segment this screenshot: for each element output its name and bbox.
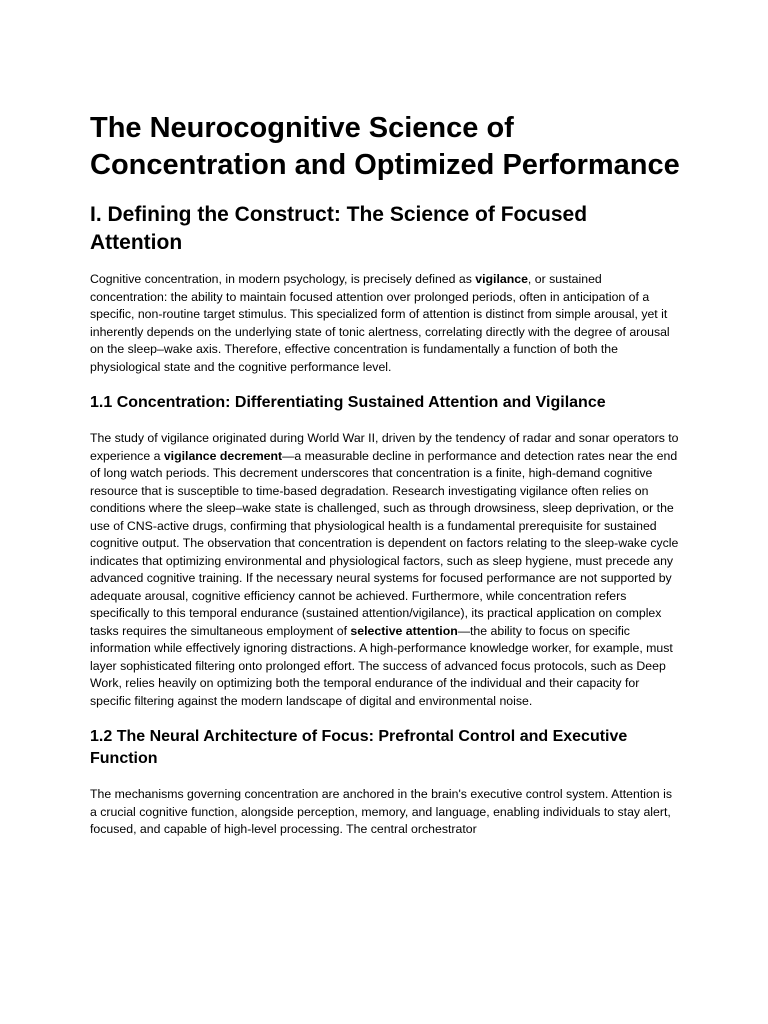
section-1-intro-paragraph [90, 271, 680, 376]
term-selective-attention: selective attention [350, 623, 458, 638]
para-1-1-text-a: The study of vigilance originated during World War II, driven by the tendency of radar and sonar operators to experience a [90, 431, 679, 463]
term-vigilance-decrement: vigilance decrement [163, 448, 283, 463]
subsection-heading-1-1: 1.1 Concentration: Differentiating Sustained Attention and Vigilance [90, 394, 606, 411]
subsection-1-2-paragraph: The mechanisms governing concentration are anchored in the brain's executive control system. Attention is a crucial cognitive function, alongside perception, memory, and language, enabling individuals to stay alert, focused, and capable of high-level processing. The central orchestrator [90, 787, 672, 836]
document-title: The Neurocognitive Science of Concentration and Optimized Performance [90, 112, 680, 181]
intro-text-a: Cognitive concentration, in modern psychology, is precisely defined as [90, 272, 476, 286]
section-heading-1: I. Defining the Construct: The Science of Focused Attention [90, 203, 588, 254]
subsection-heading-1-2: 1.2 The Neural Architecture of Focus: Prefrontal Control and Executive Function [90, 728, 628, 767]
para-1-1-text-e: —the ability to focus on specific information while effectively ignoring distractions. A high-performance knowledge worker, for example, must layer sophisticated filtering onto prolonged effort. The success of advanced focus protocols, such as Deep Work, relies heavily on optimizing both the temporal endurance of the individual and their capacity for specific filtering against the modern landscape of digital and environmental noise. [90, 623, 673, 708]
intro-text-c: , or sustained concentration: the ability to maintain focused attention over prolonged periods, often in anticipation of a specific, non-routine target stimulus. This specialized form of attention is distinct from simple arousal, yet it inherently depends on the underlying state of tonic alertness, correlating directly with the degree of arousal on the sleep–wake axis. Therefore, effective concentration is fundamentally a function of both the physiological state and the cognitive performance level. [90, 272, 670, 374]
term-vigilance: vigilance [475, 272, 528, 286]
subsection-1-1-paragraph [90, 430, 680, 710]
para-1-1-text-c: —a measurable decline in performance and detection rates near the end of long watch periods. This decrement underscores that concentration is a finite, high-demand cognitive resource that is susceptible to time-based degradation. Research investigating vigilance often relies on conditions where the sleep–wake state is challenged, such as through drowsiness, sleep deprivation, or the use of CNS-active drugs, confirming that physiological health is a fundamental prerequisite for sustained cognitive output. The observation that concentration is dependent on factors relating to the sleep-wake cycle indicates that optimizing environmental and physiological factors, such as sleep hygiene, must precede any advanced cognitive training. If the necessary neural systems for focused performance are not supported by adequate arousal, cognitive efficiency cannot be achieved. Furthermore, while concentration refers specifically to this temporal endurance (sustained attention/vigilance), its practical application on complex tasks requires the simultaneous employment of [90, 448, 679, 638]
document-body [90, 110, 680, 839]
